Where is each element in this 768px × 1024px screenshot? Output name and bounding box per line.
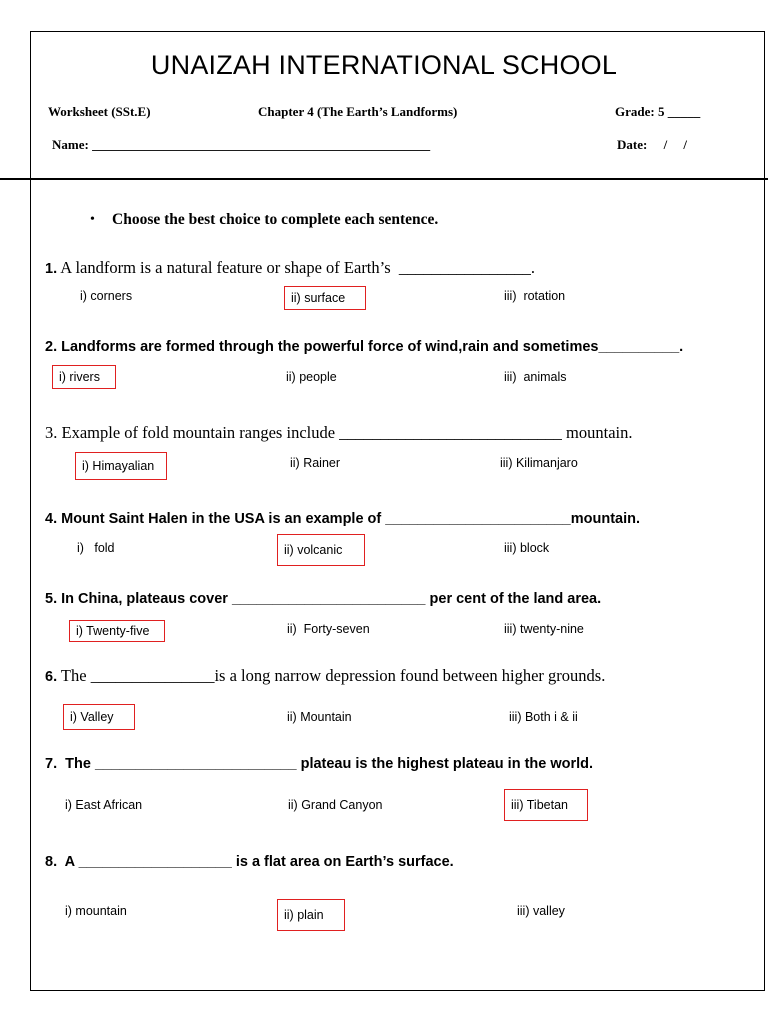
- question-number: 8.: [45, 854, 58, 870]
- q1-option-1[interactable]: i) corners: [80, 289, 133, 303]
- q8-option-2: ii) plain: [284, 908, 324, 922]
- q1-option-2: ii) surface: [291, 291, 346, 305]
- q3-option-2[interactable]: ii) Rainer: [290, 456, 341, 470]
- question-1: [45, 258, 535, 278]
- question-7: [45, 755, 593, 773]
- date-field-label: Date: / /: [617, 137, 688, 152]
- question-5: [45, 590, 601, 608]
- q4-selected-answer[interactable]: [277, 534, 365, 566]
- q4-option-1[interactable]: i) fold: [77, 541, 115, 555]
- q6-option-1: i) Valley: [70, 710, 114, 724]
- q3-option-1: i) Himayalian: [82, 459, 155, 473]
- q8-option-1[interactable]: i) mountain: [65, 904, 127, 918]
- q5-option-1: i) Twenty-five: [76, 624, 150, 638]
- q2-option-3[interactable]: iii) animals: [504, 370, 567, 384]
- q2-option-2[interactable]: ii) people: [286, 370, 337, 384]
- question-text: Mount Saint Halen in the USA is an example of _______________________mountain.: [57, 511, 641, 527]
- name-field-label: Name: ____________________________________________________: [52, 137, 431, 152]
- question-8: [45, 853, 454, 871]
- grade-label: Grade: 5 _____: [615, 104, 701, 119]
- question-text: Landforms are formed through the powerful force of wind,rain and sometimes__________.: [57, 339, 684, 355]
- question-number: 1.: [45, 261, 58, 277]
- question-number: 3.: [45, 423, 58, 442]
- q4-option-3[interactable]: iii) block: [504, 541, 550, 555]
- question-3: [45, 423, 633, 443]
- chapter-label: Chapter 4 (The Earth’s Landforms): [258, 104, 458, 119]
- q7-selected-answer[interactable]: [504, 789, 588, 821]
- q1-selected-answer[interactable]: [284, 286, 366, 310]
- q5-option-2[interactable]: ii) Forty-seven: [287, 622, 370, 636]
- q7-option-3: iii) Tibetan: [511, 798, 568, 812]
- q7-option-2[interactable]: ii) Grand Canyon: [288, 798, 383, 812]
- instruction-text: Choose the best choice to complete each sentence.: [112, 211, 439, 228]
- q3-selected-answer[interactable]: [75, 452, 167, 480]
- question-number: 5.: [45, 591, 58, 607]
- question-number: 2.: [45, 339, 58, 355]
- question-number: 6.: [45, 669, 58, 685]
- q8-option-3[interactable]: iii) valley: [517, 904, 565, 918]
- q7-option-1[interactable]: i) East African: [65, 798, 143, 812]
- instruction-bullet: •: [90, 212, 95, 227]
- question-number: 7.: [45, 756, 58, 772]
- school-name: UNAIZAH INTERNATIONAL SCHOOL: [150, 50, 618, 80]
- q8-selected-answer[interactable]: [277, 899, 345, 931]
- question-text: The _________________________ plateau is the highest plateau in the world.: [57, 756, 594, 772]
- question-text: A ___________________ is a flat area on Earth’s surface.: [57, 854, 454, 870]
- question-text: Example of fold mountain ranges include ___________________________ mountain.: [57, 423, 633, 442]
- q6-option-2[interactable]: ii) Mountain: [287, 710, 352, 724]
- q2-option-1: i) rivers: [59, 370, 100, 384]
- question-6: [45, 666, 605, 686]
- question-text: The _______________is a long narrow depression found between higher grounds.: [57, 666, 606, 685]
- question-text: A landform is a natural feature or shape of Earth’s ________________.: [57, 258, 536, 277]
- q5-option-3[interactable]: iii) twenty-nine: [504, 622, 584, 636]
- q6-option-3[interactable]: iii) Both i & ii: [509, 710, 578, 724]
- header-divider: [0, 178, 768, 180]
- q5-selected-answer[interactable]: [69, 620, 165, 642]
- question-4: [45, 510, 640, 528]
- q3-option-3[interactable]: iii) Kilimanjaro: [500, 456, 578, 470]
- question-2: [45, 338, 683, 356]
- q6-selected-answer[interactable]: [63, 704, 135, 730]
- q4-option-2: ii) volcanic: [284, 543, 343, 557]
- q1-option-3[interactable]: iii) rotation: [504, 289, 566, 303]
- worksheet-label: Worksheet (SSt.E): [48, 104, 151, 119]
- question-number: 4.: [45, 511, 58, 527]
- q2-selected-answer[interactable]: [52, 365, 116, 389]
- question-text: In China, plateaus cover ________________________ per cent of the land area.: [57, 591, 602, 607]
